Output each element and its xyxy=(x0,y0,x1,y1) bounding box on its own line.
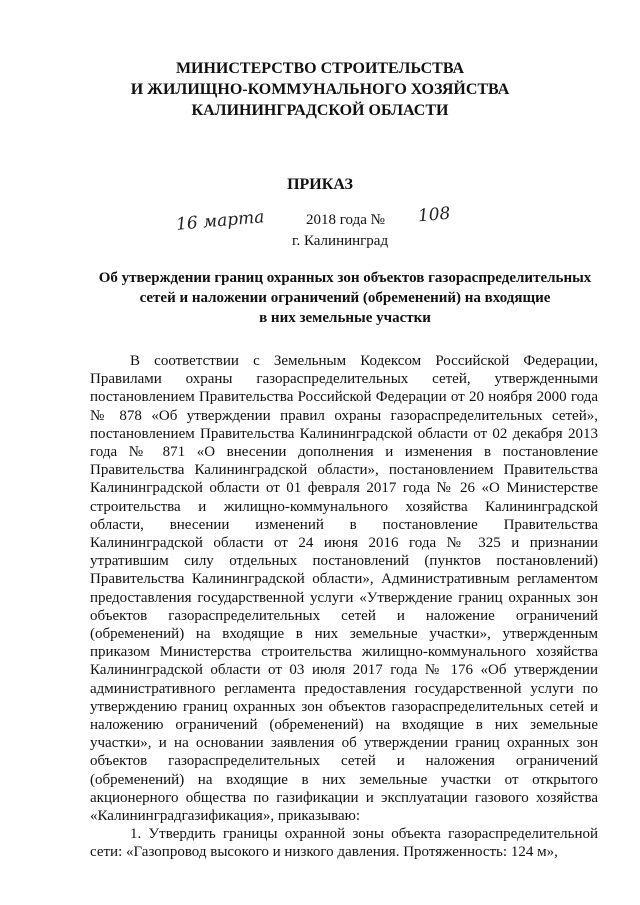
subject-line-3: в них земельные участки xyxy=(259,310,431,326)
order-city: г. Калининград xyxy=(292,233,389,249)
handwritten-order-number: 108 xyxy=(417,203,452,227)
order-title: ПРИКАЗ xyxy=(287,176,353,193)
subject-line-2: сетей и наложении ограничений (обременений) на входящие xyxy=(139,290,551,306)
ministry-line-1: МИНИСТЕРСТВО СТРОИТЕЛЬСТВА xyxy=(175,60,465,77)
order-body xyxy=(90,352,598,862)
ministry-header xyxy=(0,58,640,121)
subject-line-1: Об утверждении границ охранных зон объектов газораспределительных xyxy=(98,270,592,286)
body-paragraph-2: 1. Утвердить границы охранной зоны объекта газораспределительной сети: «Газопровод высокого и низкого давления. Протяженность: 124 м», xyxy=(90,826,598,861)
handwritten-date: 16 марта xyxy=(175,207,266,235)
ministry-line-2: И ЖИЛИЩНО-КОММУНАЛЬНОГО ХОЗЯЙСТВА xyxy=(130,81,510,98)
body-paragraph-1: В соответствии с Земельным Кодексом Российской Федерации, Правилами охраны газораспределительных сетей, утвержденными постановлением Правительства Российской Федерации от 20 ноября 2000 года № 878 «Об утверждении правил охраны газораспределительных сетей», постановлением Правительства Калининградской области от 02 декабря 2013 года № 871 «О внесении дополнения и изменения в постановление Правительства Калининградской области», постановлением Правительства Калининградской области от 01 февраля 2017 года № 26 «О Министерстве строительства и жилищно-коммунального хозяйства Калининградской области, внесении изменений в постановление Правительства Калининградской области от 24 июня 2016 года № 325 и признании утратившим силу отдельных постановлений (пунктов постановлений) Правительства Калининградской области», Административным регламентом предоставления государственной услуги «Утверждение границ охранных зон объектов газораспределительных сетей и наложение ограничений (обременений) на входящие в них земельные участки», утвержденным приказом Министерства строительства жилищно-коммунального хозяйства Калининградской области от 03 июля 2017 года № 176 «Об утверждении административного регламента предоставления государственной услуги по утверждению границ охранных зон объектов газораспределительных сетей и наложению ограничений (обременений) на входящие в них земельные участки», и на основании заявления об утверждении границ охранных зон объектов газораспределительных сетей и наложения ограничений (обременений) на входящие в них земельные участки от открытого акционерного общества по газификации и эксплуатации газового хозяйства «Калининградгазификация», приказываю: xyxy=(90,353,598,825)
ministry-line-3: КАЛИНИНГРАДСКОЙ ОБЛАСТИ xyxy=(191,102,449,119)
order-date-text: 2018 года № xyxy=(306,212,385,228)
order-subject xyxy=(90,268,600,328)
